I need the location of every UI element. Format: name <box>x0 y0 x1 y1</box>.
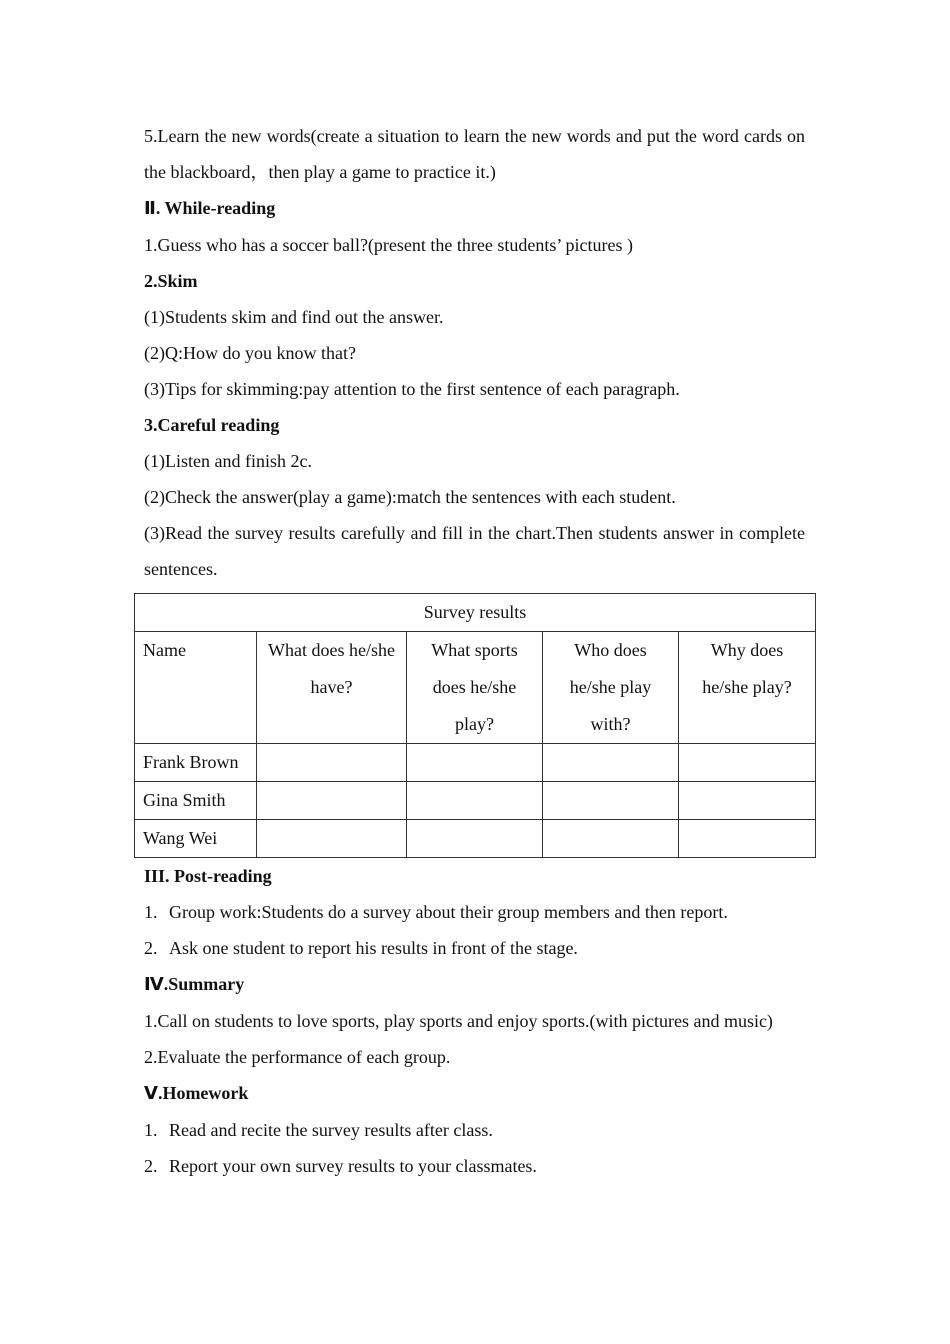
empty-cell <box>679 782 816 820</box>
summary-item-2: 2.Evaluate the performance of each group. <box>144 1047 451 1067</box>
roman-numeral: Ⅴ <box>144 1083 158 1104</box>
list-text: Read and recite the survey results after class. <box>169 1120 493 1140</box>
row-name: Frank Brown <box>135 744 257 782</box>
empty-cell <box>543 782 679 820</box>
list-item <box>144 930 805 966</box>
header-name: Name <box>135 632 257 744</box>
list-number: 1. <box>144 1120 158 1140</box>
careful-item-3: (3)Read the survey results carefully and fill in the chart.Then students answer in complete sentences. <box>144 523 805 579</box>
empty-cell <box>543 744 679 782</box>
empty-cell <box>257 782 407 820</box>
empty-cell <box>543 820 679 858</box>
header-with: Who does he/she play with? <box>543 632 679 744</box>
header-have: What does he/she have? <box>257 632 407 744</box>
list-number: 2. <box>144 1156 158 1176</box>
post-reading-heading: III. Post-reading <box>144 866 272 886</box>
summary-heading <box>144 966 805 1003</box>
homework-heading <box>144 1075 805 1112</box>
while-reading-item-1: 1.Guess who has a soccer ball?(present the three students’ pictures ) <box>144 235 633 255</box>
survey-results-table <box>134 593 816 858</box>
careful-reading-heading: 3.Careful reading <box>144 415 280 435</box>
table-title: Survey results <box>135 594 816 632</box>
list-item <box>144 1112 805 1148</box>
list-text: Group work:Students do a survey about their group members and then report. <box>169 902 728 922</box>
empty-cell <box>407 820 543 858</box>
careful-item-1: (1)Listen and finish 2c. <box>144 451 312 471</box>
empty-cell <box>679 744 816 782</box>
list-item <box>144 894 805 930</box>
skim-item-1: (1)Students skim and find out the answer. <box>144 307 444 327</box>
table-row <box>135 744 816 782</box>
header-why: Why does he/she play? <box>679 632 816 744</box>
empty-cell <box>257 744 407 782</box>
skim-item-3: (3)Tips for skimming:pay attention to the first sentence of each paragraph. <box>144 379 680 399</box>
roman-numeral: Ⅱ <box>144 198 156 219</box>
empty-cell <box>257 820 407 858</box>
list-text: Report your own survey results to your classmates. <box>169 1156 537 1176</box>
while-reading-heading <box>144 190 805 227</box>
empty-cell <box>679 820 816 858</box>
skim-heading: 2.Skim <box>144 271 198 291</box>
empty-cell <box>407 744 543 782</box>
prep-item-5: 5.Learn the new words(create a situation to learn the new words and put the word cards on the blackboard，then play a game to practice it.) <box>144 126 805 182</box>
roman-numeral: Ⅳ <box>144 974 164 995</box>
table-row <box>135 782 816 820</box>
row-name: Wang Wei <box>135 820 257 858</box>
section-title: .Homework <box>157 1083 249 1103</box>
section-title: .Summary <box>163 974 245 994</box>
list-text: Ask one student to report his results in front of the stage. <box>169 938 578 958</box>
careful-item-2: (2)Check the answer(play a game):match the sentences with each student. <box>144 487 676 507</box>
empty-cell <box>407 782 543 820</box>
list-item <box>144 1148 805 1184</box>
table-row <box>135 820 816 858</box>
list-number: 1. <box>144 902 158 922</box>
section-title: . While-reading <box>155 198 276 218</box>
row-name: Gina Smith <box>135 782 257 820</box>
summary-item-1: 1.Call on students to love sports, play sports and enjoy sports.(with pictures and music) <box>144 1011 773 1031</box>
skim-item-2: (2)Q:How do you know that? <box>144 343 356 363</box>
document-page <box>144 118 805 1184</box>
list-number: 2. <box>144 938 158 958</box>
header-sports: What sports does he/she play? <box>407 632 543 744</box>
